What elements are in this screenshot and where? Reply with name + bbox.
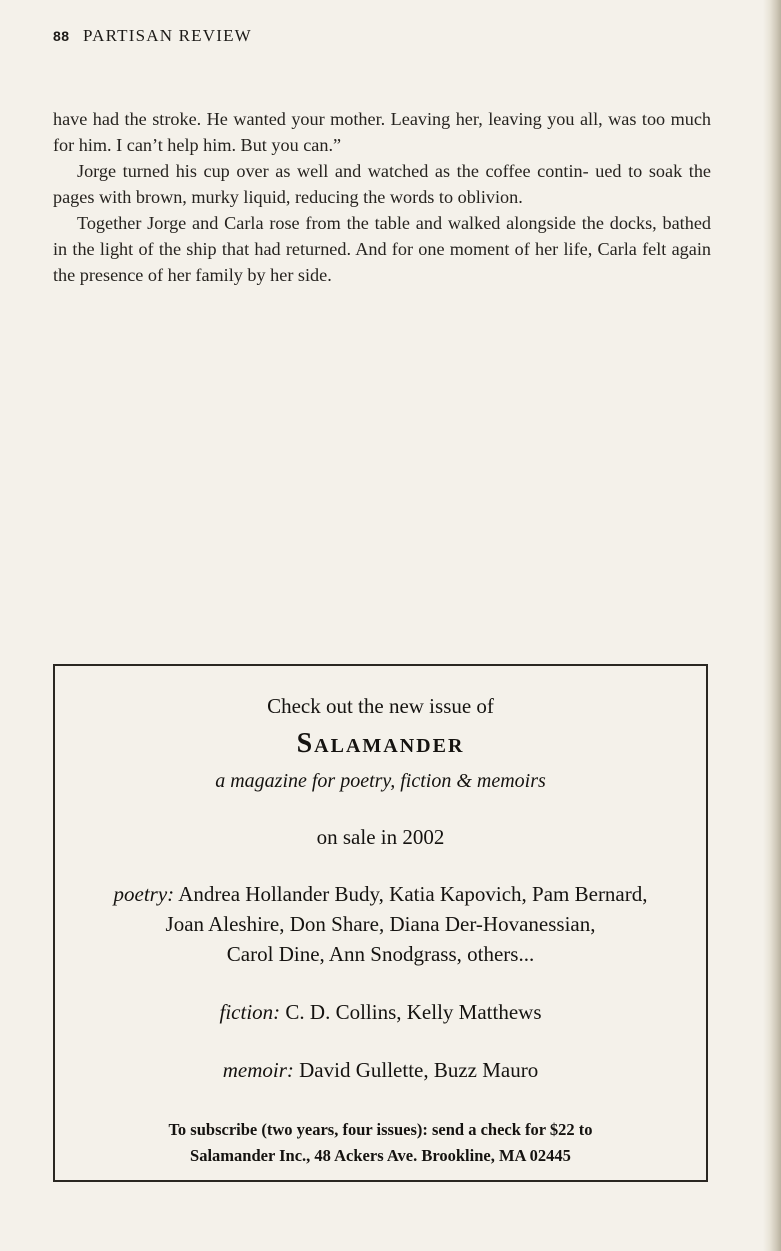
- fiction-label: fiction:: [219, 1000, 281, 1024]
- ad-sale-date: on sale in 2002: [316, 825, 445, 849]
- story-text: [53, 106, 711, 288]
- page-edge-shadow: [763, 0, 781, 1251]
- ad-intro: Check out the new issue of: [267, 694, 494, 718]
- salamander-advertisement: [53, 664, 708, 1182]
- memoir-names: David Gullette, Buzz Mauro: [299, 1058, 539, 1082]
- subscribe-address: Salamander Inc., 48 Ackers Ave. Brookline, MA 02445: [190, 1146, 571, 1165]
- ad-poetry-line: Carol Dine, Ann Snodgrass, others...: [226, 942, 535, 966]
- paragraph: have had the stroke. He wanted your mother. Leaving her, leaving you all, was too much for him. I can’t help him. But you can.”: [53, 109, 711, 155]
- ad-fiction-line: [55, 1000, 706, 1025]
- poetry-label: poetry:: [113, 882, 175, 906]
- subscribe-info: To subscribe (two years, four issues): send a check for $22 to: [168, 1120, 593, 1139]
- page-number: 88: [53, 28, 70, 44]
- ad-memoir-line: [55, 1058, 706, 1083]
- ad-poetry-line: [55, 882, 706, 907]
- journal-title: PARTISAN REVIEW: [83, 26, 252, 45]
- poetry-names: Andrea Hollander Budy, Katia Kapovich, Pam Bernard,: [178, 882, 648, 906]
- fiction-names: C. D. Collins, Kelly Matthews: [285, 1000, 542, 1024]
- ad-subtitle: a magazine for poetry, fiction & memoirs: [215, 770, 546, 792]
- memoir-label: memoir:: [222, 1058, 294, 1082]
- running-head: [53, 26, 252, 46]
- paragraph: Jorge turned his cup over as well and watched as the coffee contin- ued to soak the pages with brown, murky liquid, reducing the words to oblivion.: [53, 161, 711, 207]
- ad-poetry-line: Joan Aleshire, Don Share, Diana Der-Hovanessian,: [165, 912, 596, 936]
- paragraph: Together Jorge and Carla rose from the table and walked alongside the docks, bathed in the light of the ship that had returned. And for one moment of her life, Carla felt again the presence of her family by her side.: [53, 213, 711, 285]
- ad-magazine-title: Salamander: [296, 728, 465, 759]
